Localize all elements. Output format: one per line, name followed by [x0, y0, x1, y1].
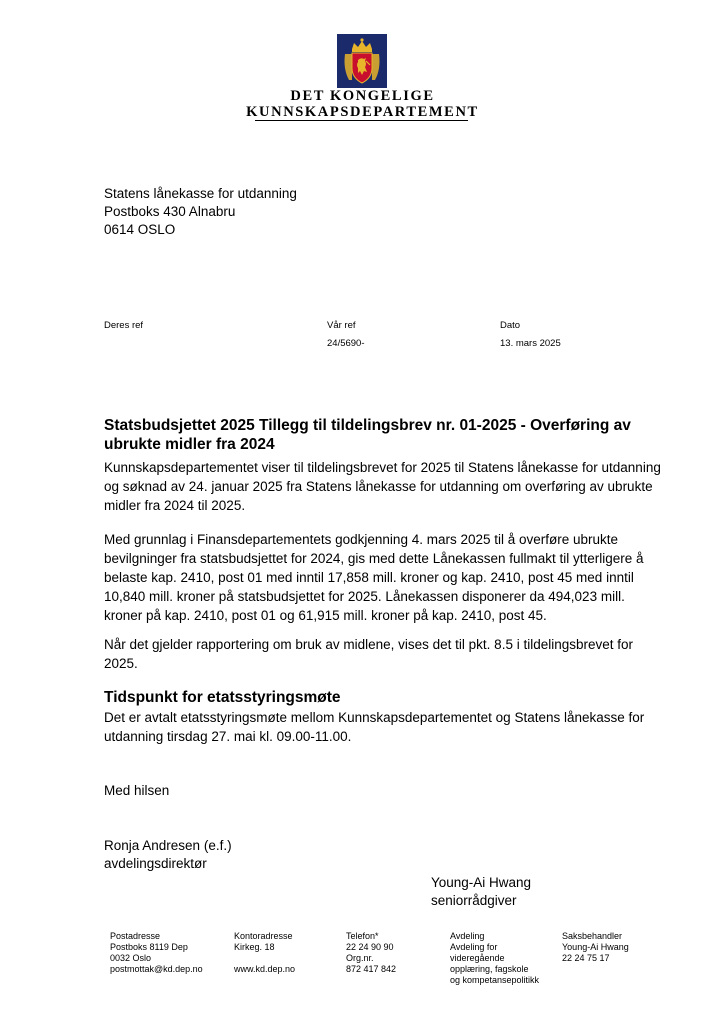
- coat-of-arms-icon: [337, 34, 387, 88]
- paragraph-3: Når det gjelder rapportering om bruk av midlene, vises det til pkt. 8.5 i tildelingsbrevet for 2025.: [104, 637, 634, 671]
- recipient-address: Postboks 430 Alnabru: [104, 204, 236, 219]
- footer-avdeling: [450, 931, 539, 986]
- letter-title: Statsbudsjettet 2025 Tillegg til tildelingsbrev nr. 01-2025 - Overføring av ubrukte midler fra 2024: [104, 417, 631, 453]
- footer-kontoradresse: [234, 931, 295, 975]
- paragraph-1: Kunnskapsdepartementet viser til tildelingsbrevet for 2025 til Statens lånekasse for utdanning og søknad av 24. januar 2025 fra Statens lånekasse for utdanning om overføring av ubrukte midler fra 2024 til 2025.: [104, 460, 661, 513]
- footer-text: Kontoradresse: [234, 931, 293, 941]
- signer-1-title: avdelingsdirektør: [104, 856, 207, 871]
- coat-of-arms-logo: [337, 34, 387, 88]
- footer-saksbehandler: [562, 931, 629, 964]
- department-name-line1: DET KONGELIGE: [290, 88, 435, 104]
- recipient-postcode: 0614 OSLO: [104, 222, 176, 237]
- footer-email: postmottak@kd.dep.no: [110, 964, 203, 974]
- footer-text: Saksbehandler: [562, 931, 623, 941]
- footer-text: [234, 953, 295, 964]
- paragraph-2: Med grunnlag i Finansdepartementets godkjenning 4. mars 2025 til å overføre ubrukte bevilgninger fra statsbudsjettet for 2024, gis med dette Lånekassen fullmakt til ytterligere å belaste kap. 2410, post 01 med inntil 17,858 mill. kroner og kap. 2410, post 45 med inntil 10,840 mill. kroner på statsbudsjettet for 2025. Lånekassen disponerer da 494,023 mill. kroner på kap. 2410, post 01 og 61,915 mill. kroner på kap. 2410, post 45.: [104, 532, 644, 623]
- recipient-name: Statens lånekasse for utdanning: [104, 186, 297, 201]
- signer-2-title: seniorrådgiver: [431, 893, 517, 908]
- footer-text: Kirkeg. 18: [234, 942, 275, 952]
- paragraph-4: Det er avtalt etatsstyringsmøte mellom Kunnskapsdepartementet og Statens lånekasse for utdanning tirsdag 27. mai kl. 09.00-11.00.: [104, 710, 645, 744]
- footer-text: Postboks 8119 Dep: [110, 942, 188, 952]
- footer-text: 0032 Oslo: [110, 953, 152, 963]
- footer-text: Telefon*: [346, 931, 379, 941]
- var-ref-value: 24/5690-: [327, 338, 365, 349]
- footer-text: Avdeling for: [450, 942, 498, 952]
- deres-ref-label: Deres ref: [104, 320, 144, 331]
- footer-text: 22 24 75 17: [562, 953, 610, 963]
- header-divider: [255, 120, 468, 121]
- footer-text: Postadresse: [110, 931, 161, 941]
- footer-text: videregående: [450, 953, 505, 963]
- footer-text: opplæring, fagskole: [450, 964, 529, 974]
- footer-text: Org.nr.: [346, 953, 374, 963]
- dato-value: 13. mars 2025: [500, 338, 561, 349]
- heading-etatsstyringsmote: Tidspunkt for etatsstyringsmøte: [104, 689, 341, 706]
- dato-label: Dato: [500, 320, 521, 331]
- signer-1-name: Ronja Andresen (e.f.): [104, 838, 232, 853]
- var-ref-label: Vår ref: [327, 320, 356, 331]
- footer-website: www.kd.dep.no: [234, 964, 296, 974]
- signer-2-name: Young-Ai Hwang: [431, 875, 532, 890]
- footer-text: 22 24 90 90: [346, 942, 394, 952]
- footer-text: og kompetansepolitikk: [450, 975, 540, 985]
- footer-text: Young-Ai Hwang: [562, 942, 629, 952]
- footer-text: Avdeling: [450, 931, 485, 941]
- department-name-line2: KUNNSKAPSDEPARTEMENT: [246, 104, 479, 120]
- footer-postadresse: [110, 931, 203, 975]
- footer-text: 872 417 842: [346, 964, 397, 974]
- greeting: Med hilsen: [104, 783, 170, 798]
- footer-telefon: [346, 931, 396, 975]
